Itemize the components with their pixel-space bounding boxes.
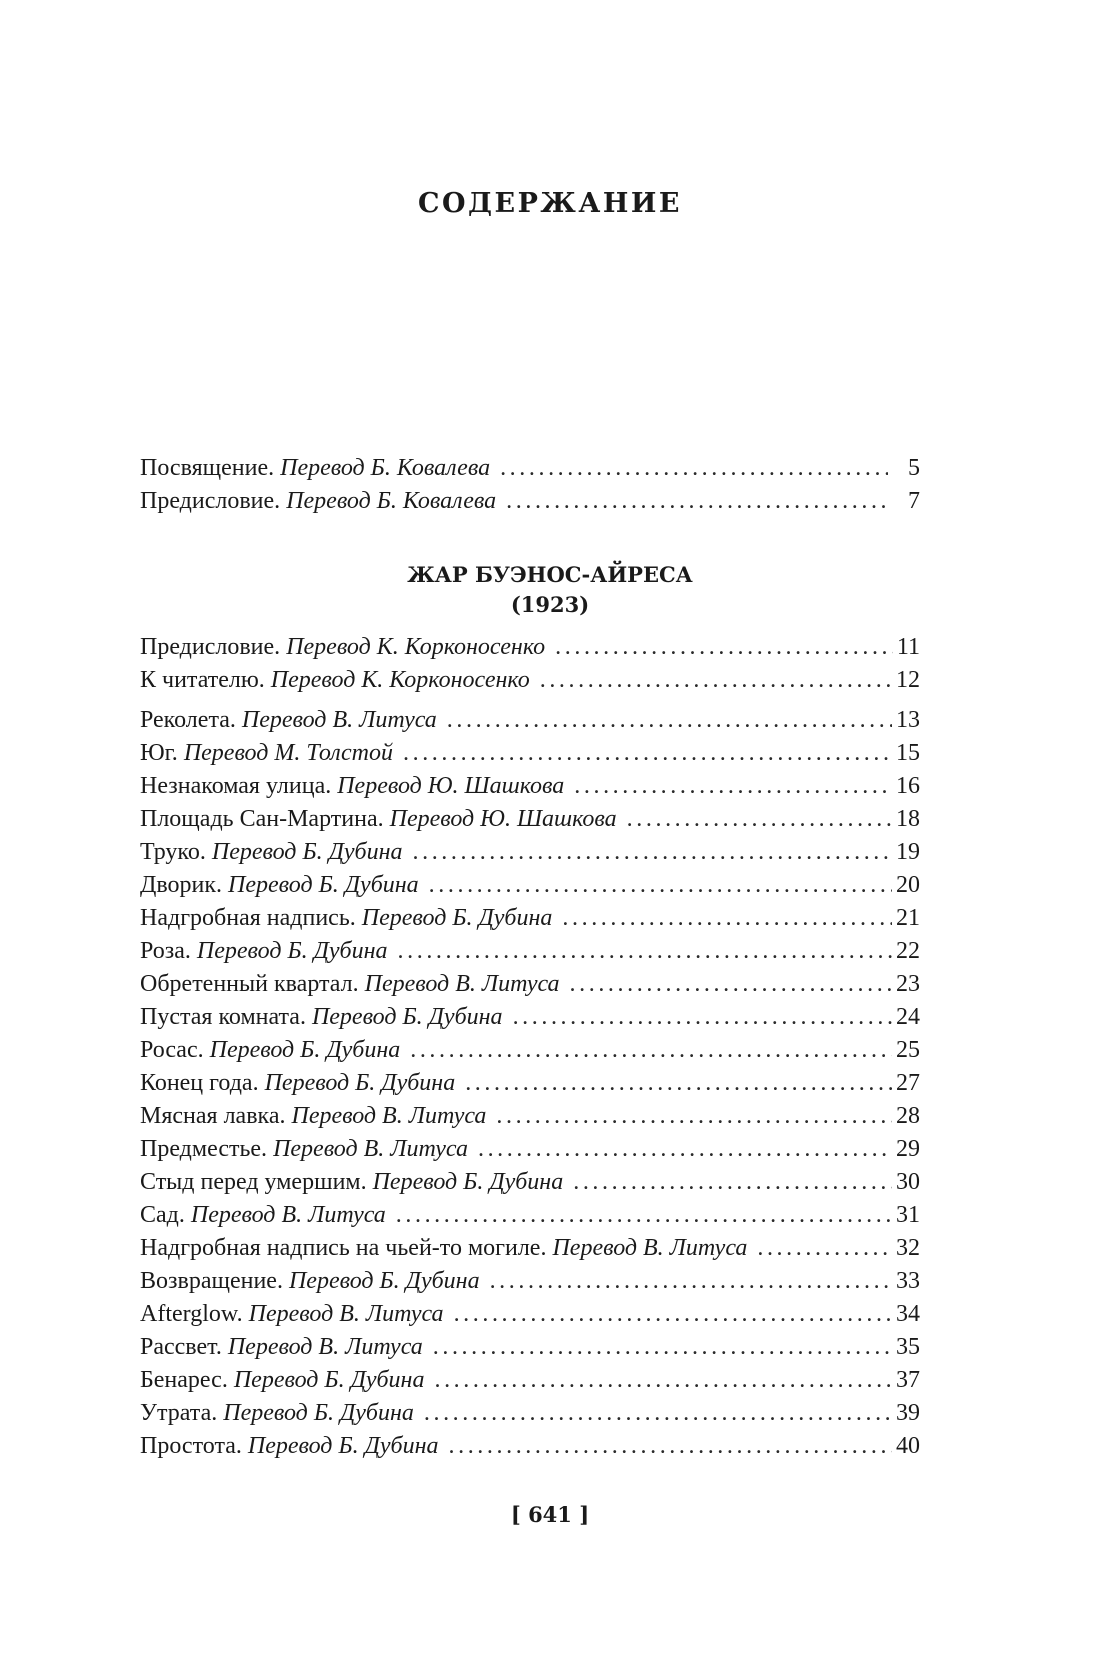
entry-title: Сад. — [140, 1202, 185, 1228]
section-title: ЖАР БУЭНОС-АЙРЕСА — [407, 562, 693, 587]
entry-translator: Перевод В. Литуса — [227, 1334, 423, 1360]
toc-entry[interactable] — [140, 902, 920, 935]
dot-leader — [570, 968, 892, 1001]
entry-title: Надгробная надпись на чьей-то могиле. — [140, 1235, 547, 1261]
entry-title: Afterglow. — [140, 1301, 243, 1327]
entry-page-number: 24 — [896, 1004, 920, 1030]
entry-title: Роза. — [140, 938, 191, 964]
entry-title: Надгробная надпись. — [140, 905, 356, 931]
toc-entry[interactable] — [140, 485, 920, 518]
dot-leader — [454, 1298, 892, 1331]
dot-leader — [513, 1001, 892, 1034]
entry-page-number: 22 — [896, 938, 920, 964]
section-heading — [0, 560, 1100, 620]
toc-entry[interactable] — [140, 836, 920, 869]
entry-title: Росас. — [140, 1037, 204, 1063]
entry-title: Предисловие. — [140, 488, 281, 514]
entry-title: Предисловие. — [140, 634, 281, 660]
entry-title: Простота. — [140, 1433, 242, 1459]
section-year: (1923) — [510, 592, 590, 617]
entry-title: К читателю. — [140, 667, 265, 693]
entry-translator: Перевод Б. Дубина — [196, 938, 388, 964]
entry-page-number: 31 — [896, 1202, 920, 1228]
entry-translator: Перевод В. Литуса — [291, 1103, 487, 1129]
entry-page-number: 30 — [896, 1169, 920, 1195]
entry-page-number: 40 — [896, 1433, 920, 1459]
entry-translator: Перевод В. Литуса — [248, 1301, 444, 1327]
toc-entry[interactable] — [140, 1001, 920, 1034]
toc-entry[interactable] — [140, 1397, 920, 1430]
entry-page-number: 23 — [896, 971, 920, 997]
dot-leader — [413, 836, 893, 869]
dot-leader — [410, 1034, 892, 1067]
entry-translator: Перевод Б. Дубина — [228, 872, 419, 898]
toc-entry[interactable] — [140, 770, 920, 803]
dot-leader — [540, 664, 892, 697]
entry-title: Дворик. — [140, 872, 223, 898]
entry-title: Посвящение. — [140, 455, 275, 481]
entry-translator: Перевод В. Литуса — [241, 707, 437, 733]
dot-leader — [562, 902, 892, 935]
page-number: [ 641 ] — [510, 1502, 590, 1527]
entry-translator: Перевод Б. Ковалева — [286, 488, 497, 514]
toc-entry[interactable] — [140, 1133, 920, 1166]
entry-page-number: 11 — [896, 634, 920, 660]
entry-title: Юг. — [140, 740, 178, 766]
entry-translator: Перевод В. Литуса — [273, 1136, 468, 1162]
entry-title: Труко. — [140, 839, 206, 865]
entry-title: Площадь Сан-Мартина. — [140, 806, 384, 832]
entry-translator: Перевод Б. Дубина — [264, 1070, 456, 1096]
entry-page-number: 28 — [896, 1103, 920, 1129]
toc-entry[interactable] — [140, 1331, 920, 1364]
toc-entry[interactable] — [140, 452, 920, 485]
toc-entry[interactable] — [140, 1034, 920, 1067]
toc-entry[interactable] — [140, 1430, 920, 1463]
toc-entry[interactable] — [140, 704, 920, 737]
entry-translator: Перевод Б. Дубина — [209, 1037, 401, 1063]
entry-translator: Перевод Б. Дубина — [288, 1268, 480, 1294]
entry-page-number: 12 — [896, 667, 920, 693]
dot-leader — [465, 1067, 892, 1100]
entry-page-number: 25 — [896, 1037, 920, 1063]
toc-entry[interactable] — [140, 869, 920, 902]
dot-leader — [447, 704, 892, 737]
entry-translator: Перевод Б. Дубина — [361, 905, 553, 931]
entry-translator: Перевод В. Литуса — [190, 1202, 386, 1228]
dot-leader — [449, 1430, 893, 1463]
toc-entry[interactable] — [140, 1265, 920, 1298]
entry-translator: Перевод В. Литуса — [552, 1235, 748, 1261]
entry-page-number: 39 — [896, 1400, 920, 1426]
entry-title: Стыд перед умершим. — [140, 1169, 367, 1195]
entry-page-number: 13 — [896, 707, 920, 733]
toc-entry[interactable] — [140, 1100, 920, 1133]
dot-leader — [496, 1100, 892, 1133]
toc-entry[interactable] — [140, 737, 920, 770]
dot-leader — [478, 1133, 892, 1166]
page-title: СОДЕРЖАНИЕ — [418, 188, 682, 219]
entry-title: Пустая комната. — [140, 1004, 306, 1030]
dot-leader — [424, 1397, 892, 1430]
entry-title: Незнакомая улица. — [140, 773, 332, 799]
entry-title: Мясная лавка. — [140, 1103, 286, 1129]
entry-translator: Перевод Б. Дубина — [247, 1433, 439, 1459]
dot-leader — [434, 1364, 892, 1397]
entry-translator: Перевод Б. Дубина — [311, 1004, 503, 1030]
entry-translator: Перевод К. Корконосенко — [270, 667, 530, 693]
entry-page-number: 37 — [896, 1367, 920, 1393]
toc-entry[interactable] — [140, 1232, 920, 1265]
dot-leader — [433, 1331, 892, 1364]
entry-page-number: 21 — [896, 905, 920, 931]
dot-leader — [627, 803, 892, 836]
entry-title: Бенарес. — [140, 1367, 228, 1393]
dot-leader — [398, 935, 892, 968]
entry-page-number: 33 — [896, 1268, 920, 1294]
toc-entry[interactable] — [140, 1298, 920, 1331]
toc-front-matter — [140, 452, 920, 518]
entry-translator: Перевод Б. Дубина — [223, 1400, 414, 1426]
toc-entry[interactable] — [140, 935, 920, 968]
entry-translator: Перевод К. Корконосенко — [286, 634, 546, 660]
entry-translator: Перевод В. Литуса — [364, 971, 560, 997]
toc-section-entries — [140, 631, 920, 1463]
entry-translator: Перевод Б. Дубина — [372, 1169, 564, 1195]
entry-page-number: 7 — [908, 488, 920, 514]
toc-entry[interactable] — [140, 1199, 920, 1232]
entry-page-number: 34 — [896, 1301, 920, 1327]
entry-title: Возвращение. — [140, 1268, 283, 1294]
entry-page-number: 29 — [896, 1136, 920, 1162]
entry-title: Реколета. — [140, 707, 236, 733]
toc-entry[interactable] — [140, 1166, 920, 1199]
entry-page-number: 35 — [896, 1334, 920, 1360]
toc-entry[interactable] — [140, 968, 920, 1001]
dot-leader — [506, 485, 888, 518]
dot-leader — [403, 737, 892, 770]
dot-leader — [396, 1199, 892, 1232]
entry-title: Предместье. — [140, 1136, 268, 1162]
entry-translator: Перевод Ю. Шашкова — [389, 806, 617, 832]
entry-title: Конец года. — [140, 1070, 259, 1096]
entry-page-number: 5 — [908, 455, 920, 481]
dot-leader — [574, 770, 892, 803]
entry-page-number: 27 — [896, 1070, 920, 1096]
entry-translator: Перевод Б. Дубина — [211, 839, 403, 865]
entry-page-number: 15 — [896, 740, 920, 766]
dot-leader — [757, 1232, 892, 1265]
entry-page-number: 20 — [896, 872, 920, 898]
entry-title: Рассвет. — [140, 1334, 222, 1360]
entry-translator: Перевод Ю. Шашкова — [337, 773, 565, 799]
dot-leader — [429, 869, 892, 902]
toc-entry[interactable] — [140, 1067, 920, 1100]
entry-translator: Перевод Б. Дубина — [233, 1367, 425, 1393]
entry-page-number: 32 — [896, 1235, 920, 1261]
entry-page-number: 19 — [896, 839, 920, 865]
entry-translator: Перевод Б. Ковалева — [280, 455, 491, 481]
toc-entry[interactable] — [140, 803, 920, 836]
entry-translator: Перевод М. Толстой — [183, 740, 393, 766]
entry-title: Обретенный квартал. — [140, 971, 359, 997]
entry-page-number: 18 — [896, 806, 920, 832]
toc-entry[interactable] — [140, 631, 920, 664]
dot-leader — [555, 631, 893, 664]
dot-leader — [573, 1166, 892, 1199]
entry-title: Утрата. — [140, 1400, 218, 1426]
dot-leader — [490, 1265, 892, 1298]
toc-entry[interactable] — [140, 664, 920, 697]
entry-page-number: 16 — [896, 773, 920, 799]
dot-leader — [500, 452, 888, 485]
toc-entry[interactable] — [140, 1364, 920, 1397]
